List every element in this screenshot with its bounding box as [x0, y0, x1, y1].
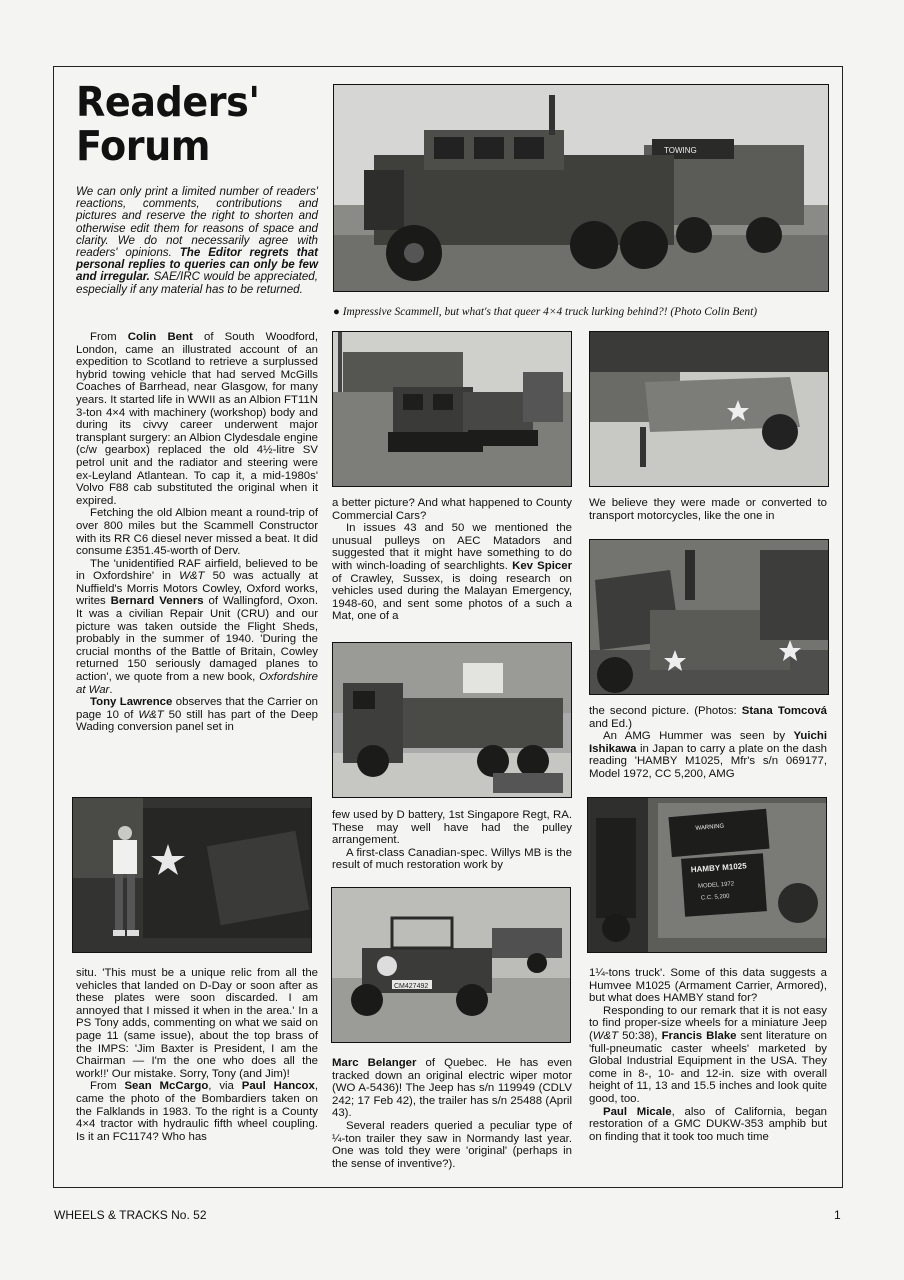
- column-3-top: [589, 497, 827, 522]
- intro-bold-note: The Editor regrets that personal replies to queries can only be few and irregular.: [76, 246, 318, 284]
- scammell-caption: [333, 305, 828, 319]
- name-paul-hancox: Paul Hancox: [241, 1080, 315, 1093]
- title-line-2: Forum: [76, 122, 211, 170]
- mag-ref: W&T: [138, 708, 164, 721]
- c3p2b: and Ed.): [589, 717, 633, 730]
- c1p6c: , came the photo of the Bombardiers taken on the Falklands in 1983. To the right is a County 4×4 tractor with hydraulic fifth wheel coupling. Is it an FC1174? Who has: [76, 1080, 318, 1143]
- towing-sign: TOWING: [664, 146, 697, 155]
- c1p3b: 50 was actually at Nuffield's Morris Motors Cowley, Oxford works, writes: [76, 570, 318, 608]
- plate-cc: C.C. 5,200: [700, 893, 730, 902]
- intro-text: We can only print a limited number of readers' reactions, comments, contributions and pictures and reserve the right to shorten and otherwise edit them for reasons of space and clarity. We do not necessarily agree with readers' opinions.: [76, 185, 318, 260]
- name-paul-micale: Paul Micale: [603, 1105, 672, 1118]
- c1p3d: .: [109, 683, 113, 696]
- photo-matador: [332, 642, 572, 798]
- c3p3a: An AMG Hummer was seen by: [603, 730, 794, 743]
- c3p2a: the second picture. (Photos:: [589, 705, 742, 717]
- column-2-top: [332, 497, 572, 623]
- c2p2a: In issues 43 and 50 we mentioned the unusual pulleys on AEC Matadors and suggested that it might have something to do with winch-loading of searchlights.: [332, 522, 572, 572]
- c3p1: We believe they were made or converted to transport motorcycles, like the one in: [589, 497, 827, 522]
- name-marc-belanger: Marc Belanger: [332, 1057, 417, 1069]
- c3p5a: Responding to our remark that it is not easy to find proper-size wheels for a miniature Jeep (: [589, 1004, 827, 1042]
- column-1-top: [76, 331, 318, 734]
- intro-tail: SAE/IRC would be appreciated, especially if any material has to be returned.: [76, 270, 318, 296]
- plate-title: HAMBY M1025: [690, 861, 747, 875]
- mag-ref: W&T: [179, 570, 205, 583]
- column-1-bottom: [76, 967, 318, 1143]
- title-line-1: Readers': [76, 78, 260, 126]
- photo-scammell: [333, 84, 829, 292]
- column-3-bottom: [589, 967, 827, 1143]
- photo-bombardiers: [332, 331, 572, 487]
- photo-hummer-plate: [587, 797, 827, 953]
- caption-text: Impressive Scammell, but what's that queer 4×4 truck lurking behind?! (Photo Colin Bent): [342, 306, 758, 318]
- c3p5b: 50:38),: [618, 1029, 662, 1042]
- footer-page-number: 1: [834, 1208, 841, 1222]
- c3p3b: in Japan to carry a plate on the dash reading 'HAMBY M1025, Mfr's s/n 069177, Model 1972, CC 5,200, AMG: [589, 742, 827, 780]
- c2p1: a better picture? And what happened to County Commercial Cars?: [332, 497, 572, 522]
- name-kev-spicer: Kev Spicer: [512, 559, 572, 572]
- footer-publication: WHEELS & TRACKS No. 52: [54, 1208, 207, 1222]
- photo-jeep: [331, 887, 571, 1043]
- name-yuichi-ishikawa: Yuichi Ishikawa: [589, 730, 827, 755]
- c2p4: A first-class Canadian-spec. Willys MB is the result of much restoration work by: [332, 846, 572, 872]
- plate-model: MODEL 1972: [697, 881, 735, 890]
- caption-bullet: ●: [333, 306, 340, 318]
- editorial-intro: [76, 186, 318, 296]
- page-title: [76, 80, 299, 168]
- column-2-middle: [332, 809, 572, 872]
- name-tony-lawrence: Tony Lawrence: [90, 696, 173, 709]
- name-sean-mccargo: Sean McCargo: [124, 1080, 209, 1093]
- c3p6a: , also of California, began restoration of a GMC DUKW-353 amphib but on finding that it took too much time: [589, 1105, 827, 1143]
- c3p5c: sent literature on 'full-pneumatic caster wheels' marketed by Global Industrial Equipment in the USA. They come in 8-, 10- and 12-in. size with overall height of 11, 13 and 15.5 inches and look quite good, too.: [589, 1029, 828, 1105]
- column-3-middle: [589, 705, 827, 781]
- photo-motorcycle-trailer: [589, 539, 829, 695]
- c2p5a: of Quebec. He has even tracked down an original electric wiper motor (WO A-5436)! The Jeep has s/n 119949 (CDLV 242; 17 Feb 42), the trailer has s/n 25488 (April 43).: [332, 1057, 573, 1120]
- c1p6b: , via: [208, 1080, 242, 1093]
- c1p3a: The 'unidentified RAF airfield, believed to be in Oxfordshire' in: [76, 557, 318, 583]
- c1p1a: From: [90, 331, 128, 343]
- name-colin-bent: Colin Bent: [127, 331, 193, 343]
- c1p1b: of South Woodford, London, came an illustrated account of an expedition to Scotland to retrieve a surplussed hybrid towing vehicle that had served McGills Coaches of Barrhead, near Glasgow, for many years. It started life in WWII as an Albion FT11N 3-ton 4×4 with machinery (workshop) body and during its civvy career underwent major transplant surgery: an Albion Clydesdale engine (c/w gearbox) replaced the old 4½-litre SV petrol unit and the radiator and steering were ex-Leyland Atlantean. To cap it, a mid-1980s' Volvo F88 cab substituted the original when it expired.: [76, 331, 318, 507]
- c1p5: situ. 'This must be a unique relic from all the vehicles that landed on D-Day or soon after as these plates were soon discarded. I am annoyed that I missed it when in the area.' In a PS Tony adds, commenting on what we said on page 11 (same issue), about the top brass of the IMPS: 'Jim Baxter is President, I am the Chairman — I'm the one who does all the work!!' Our mistake. Sorry, Tony (and Jim)!: [76, 967, 318, 1080]
- c1p3c: of Wallingford, Oxon. It was a civilian Repair Unit (CRU) and our picture was taken outside the Flight Sheds, probably in the summer of 1940. 'During the crucial months of the Battle of Britain, Cowley returned 150 seriously damaged planes to action', we quote from a new book,: [76, 595, 318, 684]
- column-2-bottom: [332, 1057, 572, 1170]
- c1p2: Fetching the old Albion meant a round-trip of over 800 miles but the Scammell Constructor with its RR C6 diesel never missed a beat. It did consume £351.45-worth of Derv.: [76, 507, 318, 558]
- photo-trailer: [589, 331, 829, 487]
- c1p4a: observes that the Carrier on page 10 of: [76, 696, 318, 721]
- c2p3: few used by D battery, 1st Singapore Regt, RA. These may well have had the pulley arrangement.: [332, 809, 572, 847]
- book-title: Oxfordshire at War: [76, 671, 318, 696]
- c1p6a: From: [90, 1080, 125, 1093]
- photo-carrier-boy: [72, 797, 312, 953]
- c1p4b: 50 still has part of the Deep Wading conversion panel set in: [76, 708, 318, 734]
- mag-ref: W&T: [592, 1029, 619, 1042]
- c2p6: Several readers queried a peculiar type of ¼-ton trailer they saw in Normandy last year. One was told they were 'original' (perhaps in the sense of inventive?).: [332, 1119, 572, 1170]
- c2p2b: of Crawley, Sussex, is doing research on vehicles used during the Malayan Emergency, 1948-60, and sent some photos of a such a Mat, one of a: [332, 572, 572, 623]
- plate-warning: WARNING: [695, 823, 725, 832]
- c3p4: 1¼-tons truck'. Some of this data suggests a Humvee M1025 (Armament Carrier, Armored), but what does HAMBY stand for?: [589, 967, 827, 1005]
- jeep-plate: CM427492: [394, 983, 429, 990]
- name-bernard-venners: Bernard Venners: [110, 595, 204, 608]
- name-francis-blake: Francis Blake: [661, 1029, 737, 1042]
- name-stana-tomcova: Stana Tomcová: [741, 705, 828, 717]
